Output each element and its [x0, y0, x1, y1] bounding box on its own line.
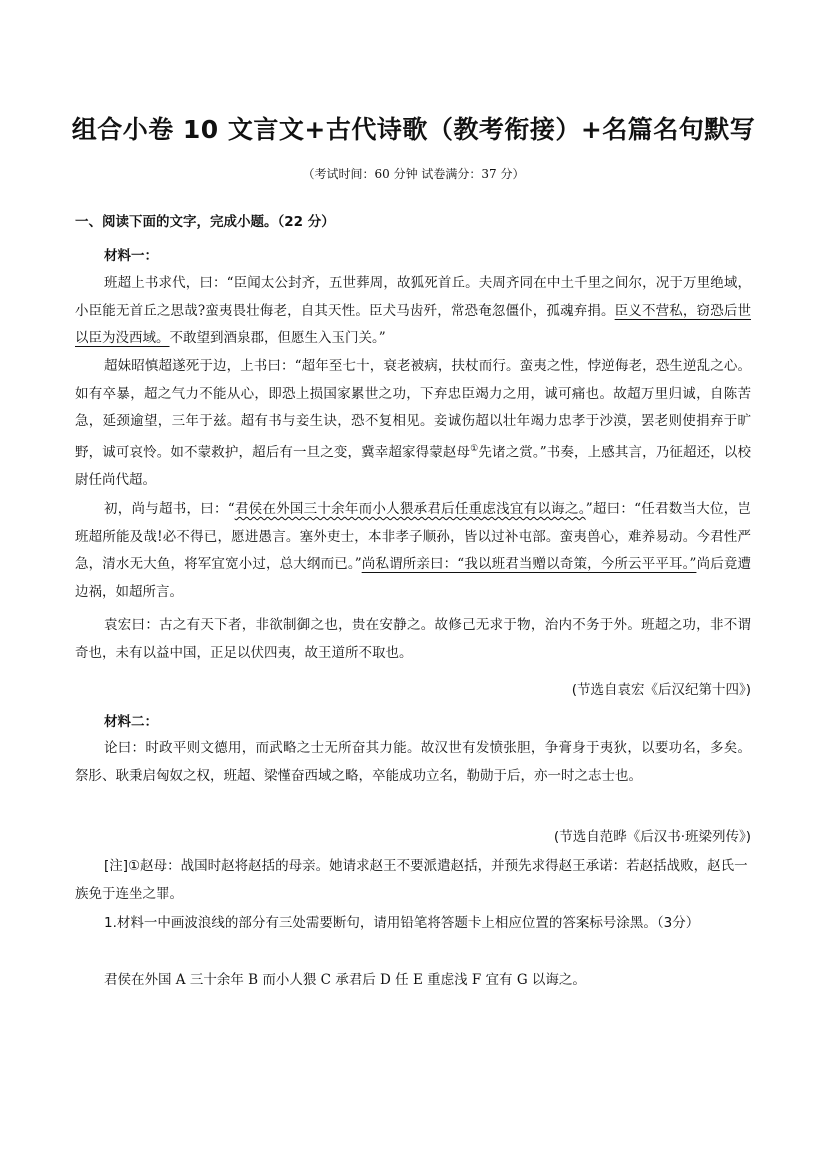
footnote-marker: ①: [470, 443, 479, 454]
question-1: 1.材料一中画波浪线的部分有三处需要断句，请用铅笔将答题卡上相应位置的答案标号涂黑。（3分）: [104, 915, 700, 931]
material1-label: 材料一：: [104, 248, 158, 264]
material1-paragraph-2: 超妹昭慎超遂死于边，上书曰：“超年至七十，衰老被病，扶杖而行。蛮夷之性，悖逆侮老，恐生逆乱之心。如有卒暴，超之气力不能从心，即恐上损国家累世之功，下弃忠臣竭力之用，诚可痛也。故超万里归诚，自陈苦急，延颈逾望，三年于兹。超有书与妾生诀，恐不复相见。妾诚伤超以壮年竭力忠孝于沙漠，罢老则使捐弃于旷野，诚可哀怜。如不蒙救护，超后有一旦之变，冀幸超家得蒙赵母①先诸之赏。”书奏，上感其言，乃征超还，以校尉任尚代超。: [75, 358, 752, 488]
material1-paragraph-1: 班超上书求代，曰：“臣闻太公封齐，五世葬周，故狐死首丘。夫周齐同在中土千里之间尔，况于万里绝域，小臣能无首丘之思哉?蛮夷畏壮侮老，自其天性。臣犬马齿歼，常恐奄忽僵仆，孤魂弃捐。臣义不营私，窃恐后世以臣为没西域。不敢望到酒泉郡，但愿生入玉门关。”: [75, 275, 751, 346]
material1-paragraph-4: 袁宏曰：古之有天下者，非欲制御之也，贵在安静之。故修己无求于物，治内不务于外。班超之功，非不谓奇也，未有以益中国，正足以伏四夷，故王道所不取也。: [75, 617, 751, 661]
page-title: 组合小卷 10 文言文+古代诗歌（教考衔接）+名篇名句默写: [71, 115, 756, 144]
material1-paragraph-3: 初，尚与超书，曰：“君侯在外国三十余年而小人猥承君后任重虑浅宜有以诲之。”超曰：“任君数当大位，岂班超所能及哉!必不得已，愿进愚言。塞外吏士，本非孝子顺孙，皆以过补屯部。蛮夷兽心，难养易动。今君性严急，清水无大鱼，将军宜宽小过，总大纲而已。”尚私谓所亲曰：“我以班君当赠以奇策，今所云平平耳。”尚后竟遭边祸，如超所言。: [75, 501, 752, 600]
exam-info: （考试时间：60 分钟 试卷满分：37 分）: [302, 167, 525, 181]
wavy-underlined-sentence: 君侯在外国三十余年而小人猥承君后任重虑浅宜有以诲之。: [234, 501, 586, 517]
material1-source: (节选自袁宏《后汉纪第十四》): [571, 682, 751, 698]
question-1-options: 君侯在外国 A 三十余年 B 而小人猥 C 承君后 D 任 E 重虑浅 F 宜有 G 以诲之。: [104, 972, 586, 988]
material2-source: (节选自范晔《后汉书·班梁列传》): [553, 829, 751, 845]
underlined-sentence-2: 尚私谓所亲曰：“我以班君当赠以奇策，今所云平平耳。”: [361, 556, 697, 572]
material2-paragraph: 论曰：时政平则文德用，而武略之士无所奋其力能。故汉世有发愤张胆，争膏身于夷狄，以要功名，多矣。祭肜、耿秉启匈奴之权，班超、梁慬奋西域之略，卒能成功立名，勒勋于后，亦一时之志士也。: [75, 740, 751, 784]
material2-label: 材料二：: [104, 714, 158, 730]
underlined-sentence: 臣义不营私，窃恐后世以臣为没西域。: [75, 302, 751, 346]
footnote: [注]①赵母：战国时赵将赵括的母亲。她请求赵王不要派遣赵括，并预先求得赵王承诺：若赵括战败，赵氏一族免于连坐之罪。: [75, 858, 748, 902]
section-heading: 一、阅读下面的文字，完成小题。（22 分）: [75, 214, 335, 230]
